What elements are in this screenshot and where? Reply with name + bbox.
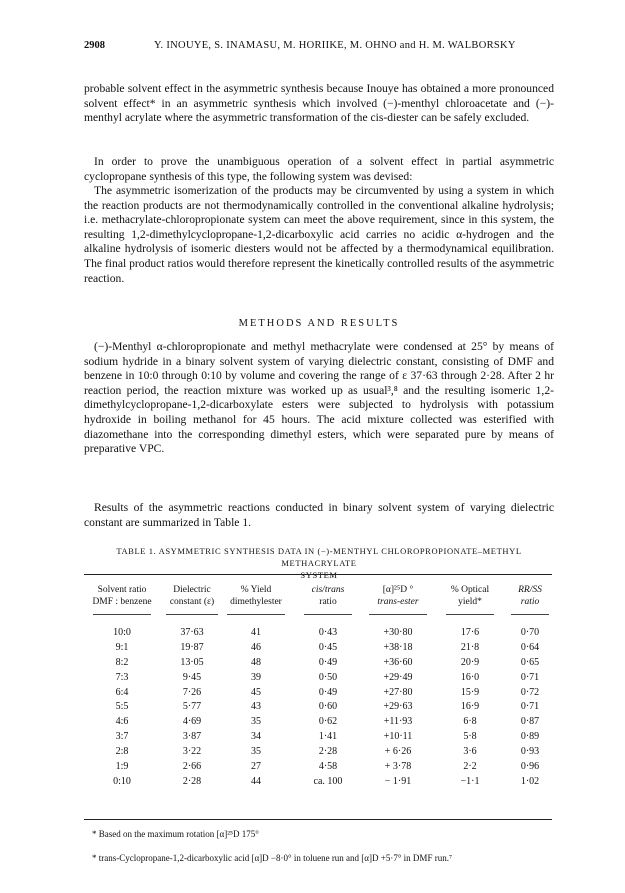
table-cell: 0·71 [520,671,540,683]
column-header-rule [166,614,218,615]
table-cell: 6·8 [463,716,477,728]
table-cell: 5·77 [182,701,202,713]
column-header-line: [α]²⁵D ° [382,585,414,595]
table-cell: 9·45 [182,671,202,683]
column-header-line: Solvent ratio [97,585,147,595]
table-cell: 37·63 [180,627,204,638]
table-cell: + 3·78 [384,761,412,773]
column-header-line: Dielectric [173,585,211,595]
table-cell: +38·18 [383,641,413,653]
column-header-2 [160,584,224,608]
table-cell: 0·71 [520,701,540,713]
table-row [84,626,552,641]
table-cell: 0·45 [318,641,338,653]
table-row [84,775,552,790]
table-caption [84,545,554,581]
table-cell: 45 [251,686,261,698]
table-cell: + 6·26 [384,746,412,758]
paragraph-3: The asymmetric isomerization of the products may be circumvented by using a system in which the reaction products are not thermodynamically controlled in the conventional alkaline hydrolysis; i.e. methacrylate-chloropropionate system can meet the above requirement, since in this system, the resulting 1,2-dimethylcyclopropane-1,2-dicarboxylic acid carries no acidic α-hydrogen and the alkaline hydrolysis of isomeric diesters would not be affected by a thermodynamical equilibration. The final product ratios would therefore represent the kinetically controlled results of the asymmetric reaction. [84,184,554,285]
table-cell: 0·72 [520,686,540,698]
column-header-4 [298,584,358,608]
table-cell: +29·49 [383,671,413,683]
column-header-6 [440,584,500,608]
table-cell: 34 [251,731,261,743]
table-cell: 6:4 [115,686,129,698]
column-header-line: dimethylester [230,597,282,607]
column-header-line: ratio [319,597,337,607]
table-top-rule [84,574,552,575]
table-cell: 3:7 [115,731,129,743]
table-cell: 7:3 [115,671,129,683]
table-cell: 5·8 [463,731,477,743]
paragraph-4: (−)-Menthyl α-chloropropionate and methyl methacrylate were condensed at 25° by means of sodium hydride in a binary solvent system of varying dielectric constant, consisting of DMF and benzene in 10:0 through 0:10 by volume and covering the range of ε 37·63 through 2·28. After 2 hr reaction period, the reaction mixture was worked up as usual³,⁸ and the resulting isomeric 1,2-dimethylcyclopropane-1,2-dicarboxylate esters were subjected to hydrolysis with potassium hydroxide in boiling methanol for 45 hours. The acid mixture collected was esterified with diazomethane into the corresponding dimethyl esters, which were separated pure by means of preparative VPC. [84,340,554,456]
table-cell: +30·80 [383,627,413,638]
table-cell: 3·6 [463,746,477,758]
table-cell: 4·69 [182,716,202,728]
table-cell: 0·87 [520,716,540,728]
table-cell: 17·6 [460,627,480,638]
table-cell: 0·65 [520,656,540,668]
column-header-1 [87,584,157,608]
table-cell: 3·87 [182,731,202,743]
table-cell: 0·43 [318,627,338,638]
table-cell: +27·80 [383,686,413,698]
table-cell: 5:5 [115,701,129,713]
table-body [84,626,552,790]
table-cell: 0·93 [520,746,540,758]
column-header-line: trans-ester [377,597,419,607]
table-cell: 1·41 [318,731,338,743]
table-cell: 2·2 [463,761,477,773]
table-cell: 3·22 [182,746,202,758]
table-caption-line-1: TABLE 1. ASYMMETRIC SYNTHESIS DATA IN (−)-MENTHYL CHLOROPROPIONATE–METHYL METHACRYLATE [116,546,522,568]
table-cell: 0·89 [520,731,540,743]
table-cell: 7·26 [182,686,202,698]
table-cell: 0·64 [520,641,540,653]
table-cell: − 1·91 [384,775,412,787]
table-cell: 2·28 [318,746,338,758]
table-row [84,700,552,715]
paragraph-2: In order to prove the unambiguous operation of a solvent effect in partial asymmetric cyclopropane synthesis of this type, the following system was devised: [84,155,554,183]
table-cell: +36·60 [383,656,413,668]
table-cell: 13·05 [180,656,204,668]
table-cell: +11·93 [383,716,413,728]
column-header-rule [227,614,285,615]
table-cell: 4:6 [115,716,129,728]
page-number: 2908 [84,40,105,51]
paragraph-1: probable solvent effect in the asymmetric synthesis because Inouye has obtained a more pronounced solvent effect* in an asymmetric synthesis which involved (−)-menthyl chloroacetate and (−)-menthyl acrylate where the asymmetric transformation of the cis-diester can be safely excluded. [84,82,554,125]
table-cell: 15·9 [460,686,480,698]
table-cell: 35 [251,716,261,728]
table-row [84,686,552,701]
table-cell: 0·62 [318,716,338,728]
table-row [84,715,552,730]
table-cell: 2·28 [182,775,202,787]
table-cell: 1·02 [520,775,540,787]
table-cell: 8:2 [115,656,129,668]
table-cell: 1:9 [115,761,129,773]
column-header-line: DMF : benzene [92,597,152,607]
column-header-line: RR/SS [518,585,542,595]
table-cell: −1·1 [460,775,480,787]
table-cell: 41 [251,627,261,638]
table-cell: 0·70 [520,627,540,638]
table-row [84,656,552,671]
column-header-line: constant (ε) [169,597,215,607]
table-cell: 19·87 [180,641,204,653]
table-row [84,641,552,656]
table-cell: 21·8 [460,641,480,653]
table-header [84,584,552,616]
footnote-1: * Based on the maximum rotation [α]²⁵D 175° [92,829,259,839]
table-bottom-rule [84,819,552,820]
table-row [84,671,552,686]
column-header-line: % Yield [240,585,272,595]
author-line: Y. INOUYE, S. INAMASU, M. HORIIKE, M. OHNO and H. M. WALBORSKY [154,40,516,51]
table-cell: 0·50 [318,671,338,683]
table-cell: 16·0 [460,671,480,683]
table-cell: 0·49 [318,656,338,668]
table-row [84,760,552,775]
column-header-rule [369,614,427,615]
column-header-rule [93,614,151,615]
table-cell: ca. 100 [313,775,343,787]
table-caption-line-2: SYSTEM [300,570,338,580]
footnote-2: * trans-Cyclopropane-1,2-dicarboxylic acid [α]D −8·0° in toluene run and [α]D +5·7° in DMF run.⁷ [92,853,453,863]
column-header-line: cis/trans [311,585,345,595]
column-header-line: yield* [458,597,482,607]
table-cell: 44 [251,775,261,787]
column-header-rule [446,614,494,615]
table-cell: 43 [251,701,261,713]
table-cell: 35 [251,746,261,758]
table-cell: 0·60 [318,701,338,713]
table-cell: 39 [251,671,261,683]
table-cell: +10·11 [383,731,413,743]
table-row [84,730,552,745]
table-cell: 0·49 [318,686,338,698]
table-row [84,745,552,760]
table-cell: 48 [251,656,261,668]
paragraph-5: Results of the asymmetric reactions conducted in binary solvent system of varying dielectric constant are summarized in Table 1. [84,501,554,529]
column-header-line: ratio [520,597,540,607]
column-header-7 [505,584,555,608]
table-cell: 46 [251,641,261,653]
table-cell: +29·63 [383,701,413,713]
column-header-5 [363,584,433,608]
column-header-3 [221,584,291,608]
table-cell: 2·66 [182,761,202,773]
column-header-line: % Optical [450,585,490,595]
table-cell: 2:8 [115,746,129,758]
table-cell: 16·9 [460,701,480,713]
table-cell: 9:1 [115,641,129,653]
table-cell: 4·58 [318,761,338,773]
table-cell: 27 [251,761,261,773]
column-header-rule [511,614,549,615]
table-cell: 0:10 [113,775,131,787]
column-header-rule [304,614,352,615]
table-cell: 0·96 [520,761,540,773]
section-heading: METHODS AND RESULTS [238,318,400,329]
table-cell: 20·9 [460,656,480,668]
table-cell: 10:0 [113,627,131,638]
